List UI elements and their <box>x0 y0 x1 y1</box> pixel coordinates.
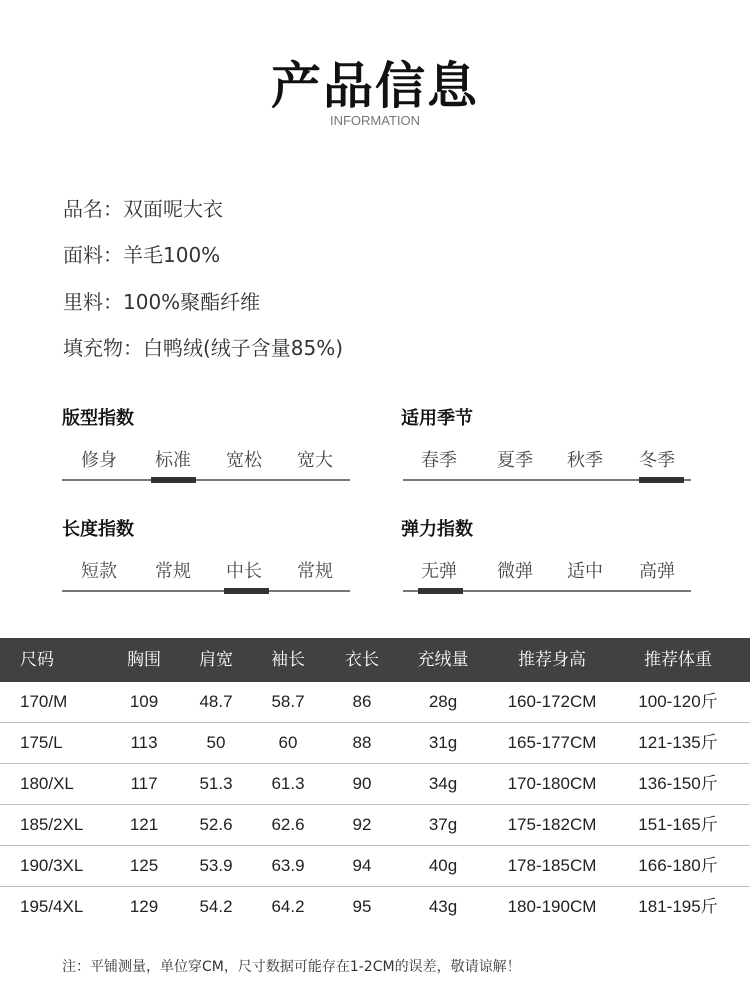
cell-height: 175-182CM <box>507 815 597 834</box>
cell-height: 165-177CM <box>507 733 597 752</box>
info-label: 里料： <box>63 290 123 314</box>
cell-sleeve: 61.3 <box>271 774 305 793</box>
info-value: 白鸭绒(绒子含量85%) <box>143 336 344 360</box>
elasticity-index-title: 弹力指数 <box>401 519 473 540</box>
fit-option: 标准 <box>155 450 191 471</box>
header-down-fill: 充绒量 <box>417 650 469 670</box>
table-row <box>0 723 750 764</box>
cell-shoulder: 52.6 <box>199 815 233 834</box>
page-subtitle: INFORMATION <box>329 113 421 128</box>
header-sleeve: 袖长 <box>271 650 305 670</box>
cell-chest: 129 <box>129 897 159 916</box>
cell-down-fill: 31g <box>428 733 458 752</box>
table-row <box>0 682 750 723</box>
cell-down-fill: 34g <box>428 774 458 793</box>
measurement-note: 注：平铺测量，单位穿CM，尺寸数据可能存在1-2CM的误差，敬请谅解！ <box>62 959 521 975</box>
cell-size: 185/2XL <box>20 815 84 834</box>
cell-sleeve: 63.9 <box>271 856 305 875</box>
cell-weight: 181-195斤 <box>638 897 718 916</box>
season-option: 冬季 <box>639 450 675 471</box>
header-weight: 推荐体重 <box>644 650 712 670</box>
header-height: 推荐身高 <box>518 650 586 670</box>
info-value: 双面呢大衣 <box>123 197 223 221</box>
cell-size: 190/3XL <box>20 856 84 875</box>
cell-sleeve: 62.6 <box>271 815 305 834</box>
info-filling <box>63 332 343 361</box>
cell-length: 86 <box>352 692 372 711</box>
elasticity-option: 适中 <box>567 561 603 582</box>
header-shoulder: 肩宽 <box>199 650 233 670</box>
cell-sleeve: 58.7 <box>271 692 305 711</box>
cell-height: 160-172CM <box>507 692 597 711</box>
fit-selected-marker <box>151 477 196 483</box>
cell-length: 88 <box>352 733 372 752</box>
fit-index-title: 版型指数 <box>62 408 134 429</box>
season-option: 夏季 <box>497 450 533 471</box>
fit-option: 宽大 <box>297 450 333 471</box>
length-index-title: 长度指数 <box>62 519 134 540</box>
cell-sleeve: 60 <box>278 733 298 752</box>
fit-option: 宽松 <box>226 450 262 471</box>
cell-down-fill: 28g <box>428 692 458 711</box>
cell-shoulder: 53.9 <box>199 856 233 875</box>
length-option: 短款 <box>81 561 117 582</box>
info-fabric <box>63 239 220 268</box>
cell-weight: 100-120斤 <box>638 692 718 711</box>
cell-length: 95 <box>352 897 372 916</box>
cell-weight: 136-150斤 <box>638 774 718 793</box>
cell-size: 180/XL <box>20 774 74 793</box>
elasticity-option: 微弹 <box>497 561 533 582</box>
cell-sleeve: 64.2 <box>271 897 305 916</box>
cell-chest: 125 <box>129 856 159 875</box>
cell-size: 170/M <box>20 692 68 711</box>
cell-weight: 151-165斤 <box>638 815 718 834</box>
cell-shoulder: 50 <box>206 733 226 752</box>
season-selected-marker <box>639 477 684 483</box>
season-option: 春季 <box>421 450 457 471</box>
cell-down-fill: 37g <box>428 815 458 834</box>
table-row <box>0 887 750 927</box>
fit-scale-line <box>62 479 350 481</box>
cell-size: 195/4XL <box>20 897 84 916</box>
table-header <box>0 638 750 682</box>
cell-length: 94 <box>352 856 372 875</box>
size-table <box>0 638 750 927</box>
info-label: 填充物： <box>63 336 143 360</box>
fit-option: 修身 <box>81 450 117 471</box>
info-label: 面料： <box>63 243 123 267</box>
cell-chest: 117 <box>130 774 158 793</box>
page-title: 产品信息 <box>271 57 479 115</box>
header-chest: 胸围 <box>127 650 161 670</box>
cell-weight: 166-180斤 <box>638 856 718 875</box>
elasticity-selected-marker <box>418 588 463 594</box>
info-value: 羊毛100% <box>123 243 221 267</box>
table-row <box>0 846 750 887</box>
cell-size: 175/L <box>20 733 63 752</box>
cell-shoulder: 54.2 <box>199 897 233 916</box>
table-row <box>0 764 750 805</box>
cell-down-fill: 43g <box>428 897 458 916</box>
length-scale-line <box>62 590 350 592</box>
cell-height: 170-180CM <box>507 774 597 793</box>
cell-shoulder: 48.7 <box>199 692 233 711</box>
length-option: 常规 <box>297 561 333 582</box>
cell-height: 178-185CM <box>507 856 597 875</box>
info-value: 100%聚酯纤维 <box>123 290 261 314</box>
season-option: 秋季 <box>567 450 603 471</box>
cell-chest: 121 <box>129 815 159 834</box>
info-label: 品名： <box>63 197 123 221</box>
table-row <box>0 805 750 846</box>
elasticity-option: 高弹 <box>639 561 675 582</box>
length-selected-marker <box>224 588 269 594</box>
cell-weight: 121-135斤 <box>638 733 718 752</box>
cell-length: 90 <box>352 774 372 793</box>
length-option: 常规 <box>155 561 191 582</box>
info-name <box>63 193 223 222</box>
length-option: 中长 <box>226 561 262 582</box>
season-index-title: 适用季节 <box>401 408 473 429</box>
cell-height: 180-190CM <box>507 897 597 916</box>
cell-shoulder: 51.3 <box>199 774 233 793</box>
cell-length: 92 <box>352 815 372 834</box>
elasticity-option: 无弹 <box>421 561 457 582</box>
cell-chest: 109 <box>129 692 159 711</box>
info-lining <box>63 286 260 315</box>
header-length: 衣长 <box>345 650 379 670</box>
cell-down-fill: 40g <box>428 856 458 875</box>
cell-chest: 113 <box>130 733 158 752</box>
header-size: 尺码 <box>20 650 54 670</box>
